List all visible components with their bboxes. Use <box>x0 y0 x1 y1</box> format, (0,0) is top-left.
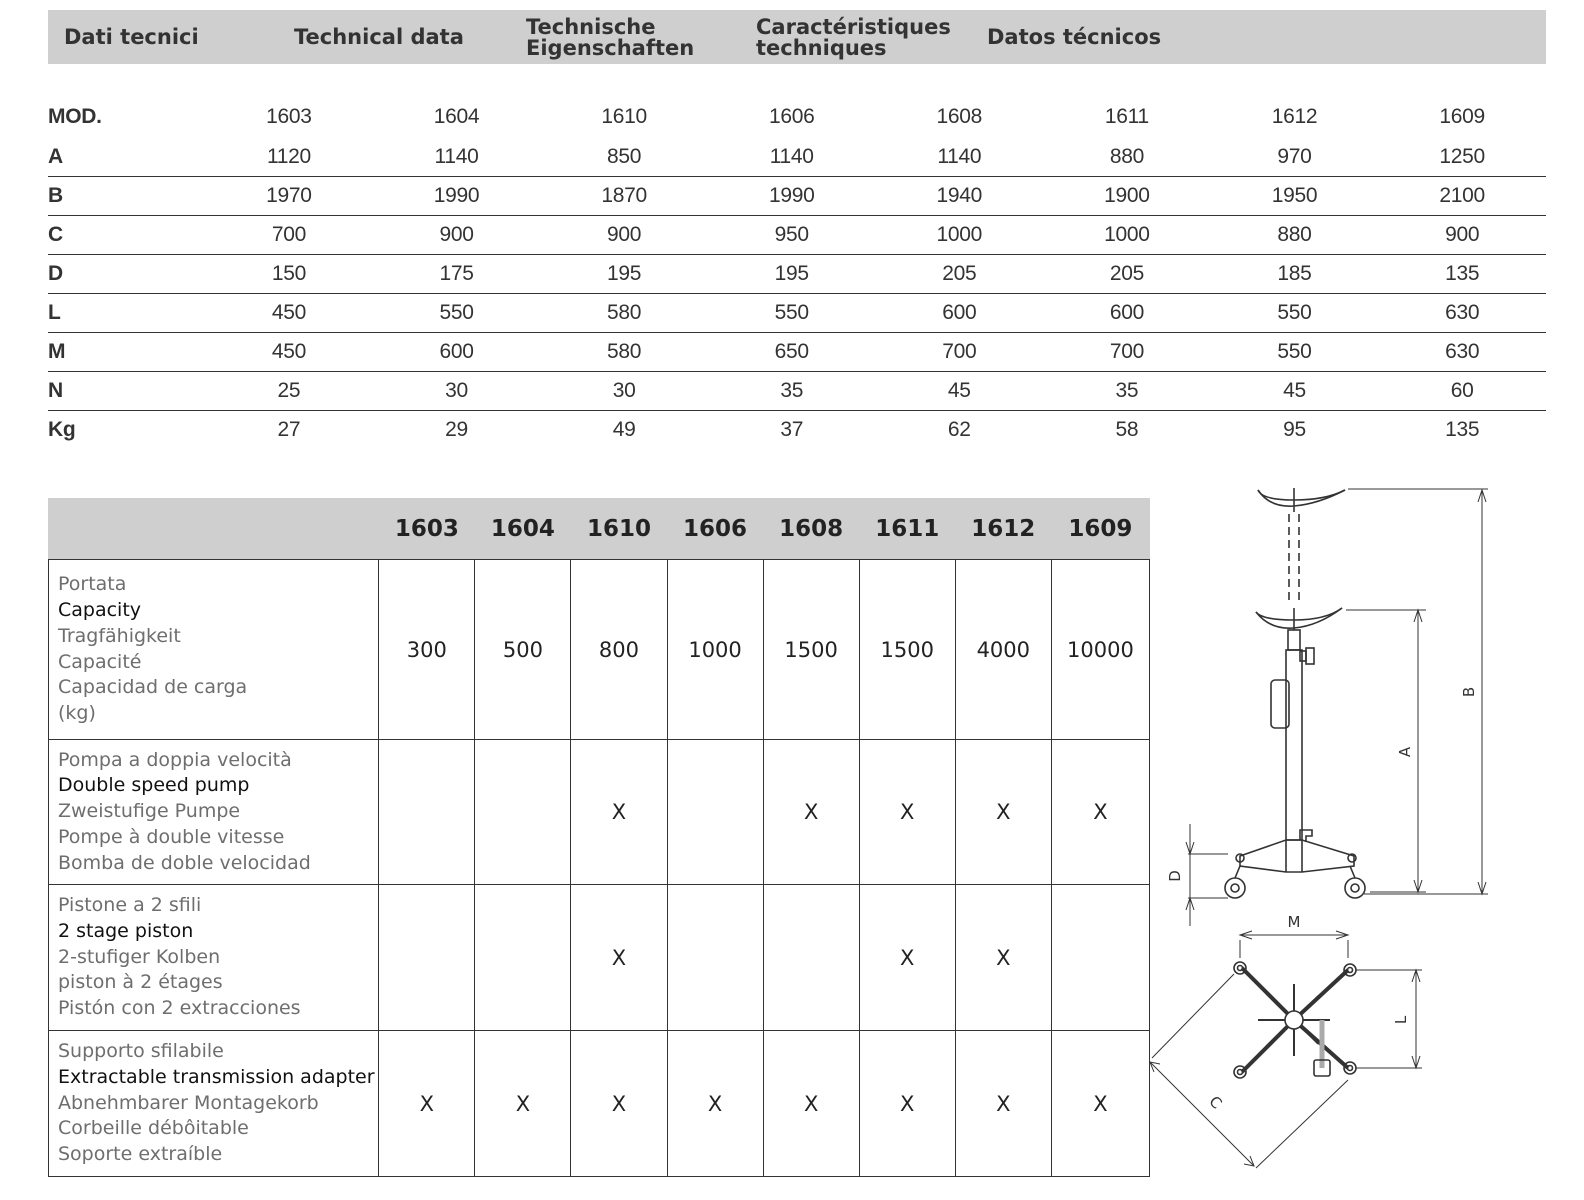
specs-header-corner <box>49 498 379 560</box>
dimensions-cell: 45 <box>876 372 1044 411</box>
dimensions-cell: 450 <box>205 333 373 372</box>
dimensions-model: 1608 <box>936 105 983 128</box>
specs-row-label <box>49 740 379 885</box>
dimensions-row <box>48 138 1546 177</box>
specs-cell: X <box>475 1031 571 1177</box>
specs-cell: 1500 <box>859 560 955 740</box>
dimensions-cell: 550 <box>373 294 541 333</box>
specs-cell: X <box>859 740 955 885</box>
dimensions-cell: 700 <box>1043 333 1211 372</box>
header-band <box>48 10 1546 64</box>
dimensions-cell: 135 <box>1378 255 1546 294</box>
specs-label-line: Pompa a doppia velocità <box>58 748 292 771</box>
dimensions-cell: 630 <box>1378 294 1546 333</box>
transmission-jack-drawing <box>1166 480 1530 1180</box>
header-es: Datos técnicos <box>987 25 1162 49</box>
specs-cell: X <box>955 740 1051 885</box>
dimensions-cell: 35 <box>708 372 876 411</box>
specs-label-line: Capacité <box>58 650 142 673</box>
specs-cell: X <box>571 740 667 885</box>
specs-label-line: Bomba de doble velocidad <box>58 851 311 874</box>
dimensions-cell: 1140 <box>373 138 541 177</box>
dimensions-cell: 650 <box>708 333 876 372</box>
dimensions-cell: 1140 <box>876 138 1044 177</box>
dimensions-cell: 1140 <box>708 138 876 177</box>
dimensions-row-label: D <box>48 255 205 294</box>
dimensions-cell: 700 <box>205 216 373 255</box>
dimensions-cell: 1970 <box>205 177 373 216</box>
specs-label-line: (kg) <box>58 701 96 724</box>
dimensions-cell: 29 <box>445 418 468 441</box>
dimensions-cell: 1000 <box>1043 216 1211 255</box>
specs-label-line: Pistone a 2 sfili <box>58 894 202 917</box>
specs-cell <box>667 740 763 885</box>
dimensions-model: 1609 <box>1439 105 1485 128</box>
dimensions-cell: 135 <box>1445 418 1480 441</box>
header-it: Dati tecnici <box>64 25 199 49</box>
specs-cell: X <box>859 885 955 1031</box>
dimensions-cell: 580 <box>540 294 708 333</box>
dimensions-model: 1604 <box>433 105 480 128</box>
specs-label-line: Pompe à double vitesse <box>58 825 285 848</box>
dimensions-cell: 1900 <box>1043 177 1211 216</box>
specs-row-label <box>49 885 379 1031</box>
specs-label-line: Zweistufige Pumpe <box>58 800 241 823</box>
specs-cell: X <box>763 1031 859 1177</box>
specs-row <box>49 1031 1150 1177</box>
specs-cell: X <box>859 1031 955 1177</box>
specs-model: 1609 <box>1051 498 1149 560</box>
specs-cell: X <box>571 1031 667 1177</box>
specs-cell: X <box>955 1031 1051 1177</box>
dimension-label-l: L <box>1392 1015 1410 1025</box>
dimensions-cell: 185 <box>1211 255 1379 294</box>
specs-header-row <box>49 498 1150 560</box>
dimensions-cell: 550 <box>1211 294 1379 333</box>
dimensions-row <box>48 333 1546 372</box>
specs-cell <box>379 740 475 885</box>
specs-cell: X <box>379 1031 475 1177</box>
dimensions-model: 1611 <box>1104 105 1149 128</box>
dimensions-cell: 49 <box>612 418 636 441</box>
dimensions-cell: 900 <box>373 216 541 255</box>
specs-label-line: 2 stage piston <box>58 919 194 942</box>
specs-cell: 300 <box>379 560 475 740</box>
dimensions-cell: 2100 <box>1378 177 1546 216</box>
dimensions-cell: 1990 <box>708 177 876 216</box>
specs-cell <box>763 885 859 1031</box>
specs-cell: 10000 <box>1051 560 1149 740</box>
specs-row <box>49 885 1150 1031</box>
dimensions-row <box>48 372 1546 411</box>
specs-label-line: Double speed pump <box>58 774 250 797</box>
dimensions-cell: 1990 <box>373 177 541 216</box>
specs-cell <box>475 885 571 1031</box>
dimensions-cell: 880 <box>1211 216 1379 255</box>
specs-cell: 800 <box>571 560 667 740</box>
dimensions-cell: 30 <box>373 372 541 411</box>
dimensions-cell: 550 <box>1211 333 1379 372</box>
dimensions-model: 1612 <box>1271 105 1318 128</box>
dimensions-row <box>48 294 1546 333</box>
dimensions-cell: 450 <box>205 294 373 333</box>
specs-cell <box>475 740 571 885</box>
specs-label-line: Soporte extraíble <box>58 1143 223 1166</box>
specs-body <box>49 560 1150 1177</box>
specs-label-line: Supporto sfilabile <box>58 1040 224 1063</box>
dimension-label-b: B <box>1460 686 1478 698</box>
dimensions-cell: 580 <box>540 333 708 372</box>
specs-cell <box>379 885 475 1031</box>
dimensions-cell: 37 <box>780 418 804 441</box>
specs-cell: 4000 <box>955 560 1051 740</box>
dimensions-row-label: B <box>48 177 205 216</box>
dimensions-row-label: Kg <box>48 418 76 441</box>
specs-cell: X <box>955 885 1051 1031</box>
dimensions-cell: 950 <box>708 216 876 255</box>
dimensions-cell: 700 <box>876 333 1044 372</box>
dimension-label-d: D <box>1166 870 1184 882</box>
specs-cell: 1500 <box>763 560 859 740</box>
dimensions-cell: 58 <box>1115 418 1139 441</box>
specs-row <box>49 560 1150 740</box>
dimensions-cell: 600 <box>373 333 541 372</box>
dimensions-cell: 880 <box>1043 138 1211 177</box>
dimensions-cell: 900 <box>1378 216 1546 255</box>
header-en: Technical data <box>294 25 464 49</box>
specs-model: 1611 <box>859 498 955 560</box>
dimensions-row <box>48 255 1546 294</box>
dimensions-cell: 60 <box>1378 372 1546 411</box>
dimensions-cell: 970 <box>1211 138 1379 177</box>
specs-cell: X <box>1051 740 1149 885</box>
specs-cell: X <box>667 1031 763 1177</box>
specs-model: 1604 <box>475 498 571 560</box>
dimensions-cell: 1870 <box>540 177 708 216</box>
dimensions-cell: 1950 <box>1211 177 1379 216</box>
specs-model: 1608 <box>763 498 859 560</box>
dimensions-model: 1610 <box>601 105 647 128</box>
specs-label-line: Tragfähigkeit <box>58 624 181 647</box>
dimensions-row-label: C <box>48 216 205 255</box>
dimensions-cell: 850 <box>540 138 708 177</box>
dimension-label-c: C <box>1205 1092 1226 1113</box>
specs-label-line: Capacity <box>58 599 142 622</box>
specs-label-line: Pistón con 2 extracciones <box>58 997 301 1020</box>
dimensions-cell: 35 <box>1043 372 1211 411</box>
dimensions-cell: 175 <box>373 255 541 294</box>
specs-cell: X <box>571 885 667 1031</box>
specs-model: 1606 <box>667 498 763 560</box>
specs-label-line: Corbeille débôitable <box>58 1117 249 1140</box>
specs-cell: 500 <box>475 560 571 740</box>
dimensions-cell: 1000 <box>876 216 1044 255</box>
dimensions-cell: 900 <box>540 216 708 255</box>
dimensions-model: 1606 <box>768 105 815 128</box>
specs-table <box>48 498 1150 1177</box>
specs-cell: X <box>763 740 859 885</box>
specs-cell <box>667 885 763 1031</box>
dimension-label-a: A <box>1396 746 1414 758</box>
specs-row-label <box>49 560 379 740</box>
specs-cell: X <box>1051 1031 1149 1177</box>
specs-label-line: Extractable transmission adapter <box>58 1065 375 1088</box>
specs-model: 1612 <box>955 498 1051 560</box>
dimensions-header-label: MOD. <box>48 105 102 128</box>
specs-label-line: 2-stufiger Kolben <box>58 945 221 968</box>
dimensions-cell: 95 <box>1283 418 1306 441</box>
dimensions-cell: 1250 <box>1378 138 1546 177</box>
dimension-label-m: M <box>1287 913 1301 931</box>
dimensions-cell: 600 <box>1043 294 1211 333</box>
specs-label-line: Abnehmbarer Montagekorb <box>58 1091 319 1114</box>
specs-row-label <box>49 1031 379 1177</box>
dimensions-cell: 62 <box>947 418 971 441</box>
specs-cell: 1000 <box>667 560 763 740</box>
dimensions-cell: 30 <box>540 372 708 411</box>
dimensions-cell: 45 <box>1211 372 1379 411</box>
dimensions-cell: 550 <box>708 294 876 333</box>
dimensions-row <box>48 177 1546 216</box>
dimensions-row-label: M <box>48 333 205 372</box>
dimensions-cell: 25 <box>205 372 373 411</box>
specs-cell <box>1051 885 1149 1031</box>
dimensions-cell: 195 <box>540 255 708 294</box>
dimensions-cell: 27 <box>277 418 301 441</box>
dimensions-row-label: N <box>48 372 205 411</box>
header-fr-line1: Caractéristiques <box>756 15 951 39</box>
dimensions-row-label: L <box>48 294 205 333</box>
specs-row <box>49 740 1150 885</box>
dimensions-row <box>48 411 1546 450</box>
dimensions-row-label: A <box>48 138 205 177</box>
header-de-line2: Eigenschaften <box>526 36 695 60</box>
dimensions-model: 1603 <box>266 105 312 128</box>
specs-label-line: Portata <box>58 573 127 596</box>
dimensions-cell: 205 <box>876 255 1044 294</box>
dimensions-row <box>48 216 1546 255</box>
dimensions-cell: 600 <box>876 294 1044 333</box>
header-de-line1: Technische <box>526 15 656 39</box>
specs-model: 1603 <box>379 498 475 560</box>
specs-label-line: Capacidad de carga <box>58 676 248 699</box>
specs-model: 1610 <box>571 498 667 560</box>
dimensions-cell: 1940 <box>876 177 1044 216</box>
dimensions-cell: 1120 <box>205 138 373 177</box>
dimensions-cell: 150 <box>205 255 373 294</box>
dimensions-cell: 205 <box>1043 255 1211 294</box>
dimensions-cell: 195 <box>708 255 876 294</box>
dimensions-table <box>48 96 1546 449</box>
header-fr-line2: techniques <box>756 36 887 60</box>
specs-label-line: piston à 2 étages <box>58 971 223 994</box>
dimensions-cell: 630 <box>1378 333 1546 372</box>
dimensions-body <box>48 138 1546 449</box>
dimensions-header-row <box>48 96 1546 138</box>
